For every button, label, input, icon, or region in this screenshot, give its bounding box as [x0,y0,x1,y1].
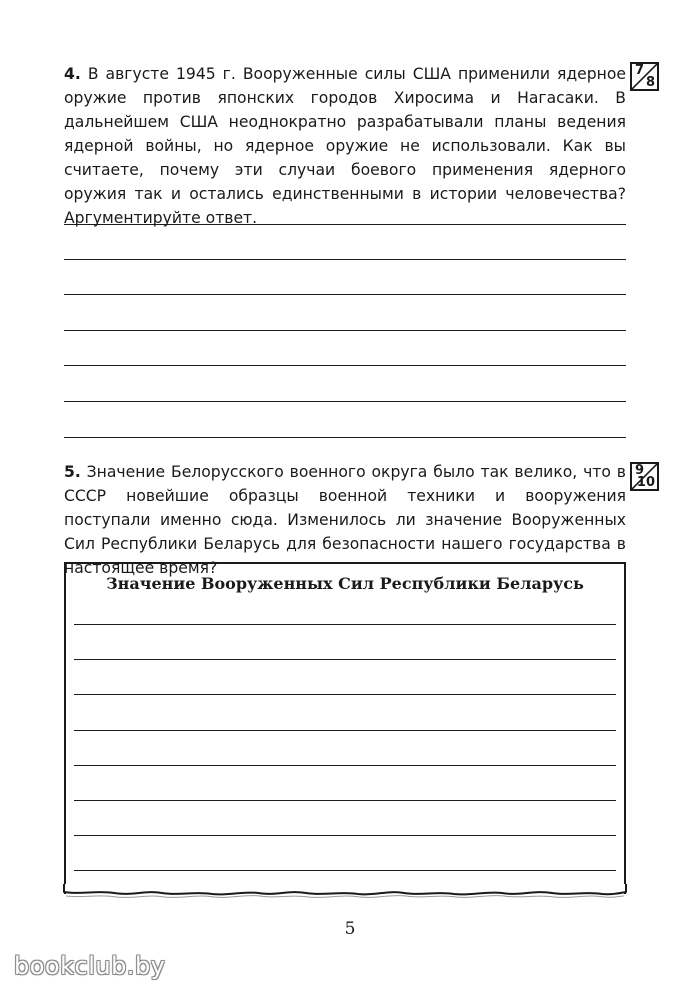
watermark: bookclub.by [14,952,166,980]
badge-grade-top: 7 [635,63,645,78]
answer-line[interactable] [74,800,616,801]
answer-line[interactable] [64,365,626,366]
answer-line[interactable] [64,224,626,225]
answer-line[interactable] [64,330,626,331]
answer-line[interactable] [64,259,626,260]
task-4-grade-badge [630,62,659,91]
answer-line[interactable] [74,870,616,871]
badge-grade-bottom: 10 [636,475,655,490]
badge-grade-bottom: 8 [645,75,655,90]
answer-line[interactable] [74,730,616,731]
answer-box [64,562,626,894]
answer-line[interactable] [64,437,626,438]
answer-line[interactable] [74,694,616,695]
answer-box-title: Значение Вооруженных Сил Республики Беларусь [106,574,584,593]
answer-line[interactable] [74,835,616,836]
page-number: 5 [344,919,356,939]
task-5-number: 5. [64,463,81,481]
answer-line[interactable] [74,624,616,625]
task-4-number: 4. [64,65,81,83]
task-5-text: Значение Белорусского военного округа было так велико, что в СССР новейшие образцы военной техники и вооружения поступали именно сюда. Изменилось ли значение Вооруженных Сил Республики Беларусь для безопасности нашего государства в настоящее время? [64,463,626,577]
task-4-text: В августе 1945 г. Вооруженные силы США применили ядерное оружие против японских городов Хиросима и Нагасаки. В дальнейшем США неоднократно разрабатывали планы ведения ядерной войны, но ядерное оружие не использовали. Как вы считаете, почему эти случаи боевого применения ядерного оружия так и остались единственными в истории человечества? Аргументируйте ответ. [64,65,626,227]
task-4 [64,62,626,230]
answer-line[interactable] [74,765,616,766]
badge-grade-top: 9 [635,463,645,478]
answer-line[interactable] [74,659,616,660]
torn-edge-decoration [62,884,628,902]
answer-line[interactable] [64,294,626,295]
task-5-grade-badge [630,462,659,491]
answer-line[interactable] [64,401,626,402]
